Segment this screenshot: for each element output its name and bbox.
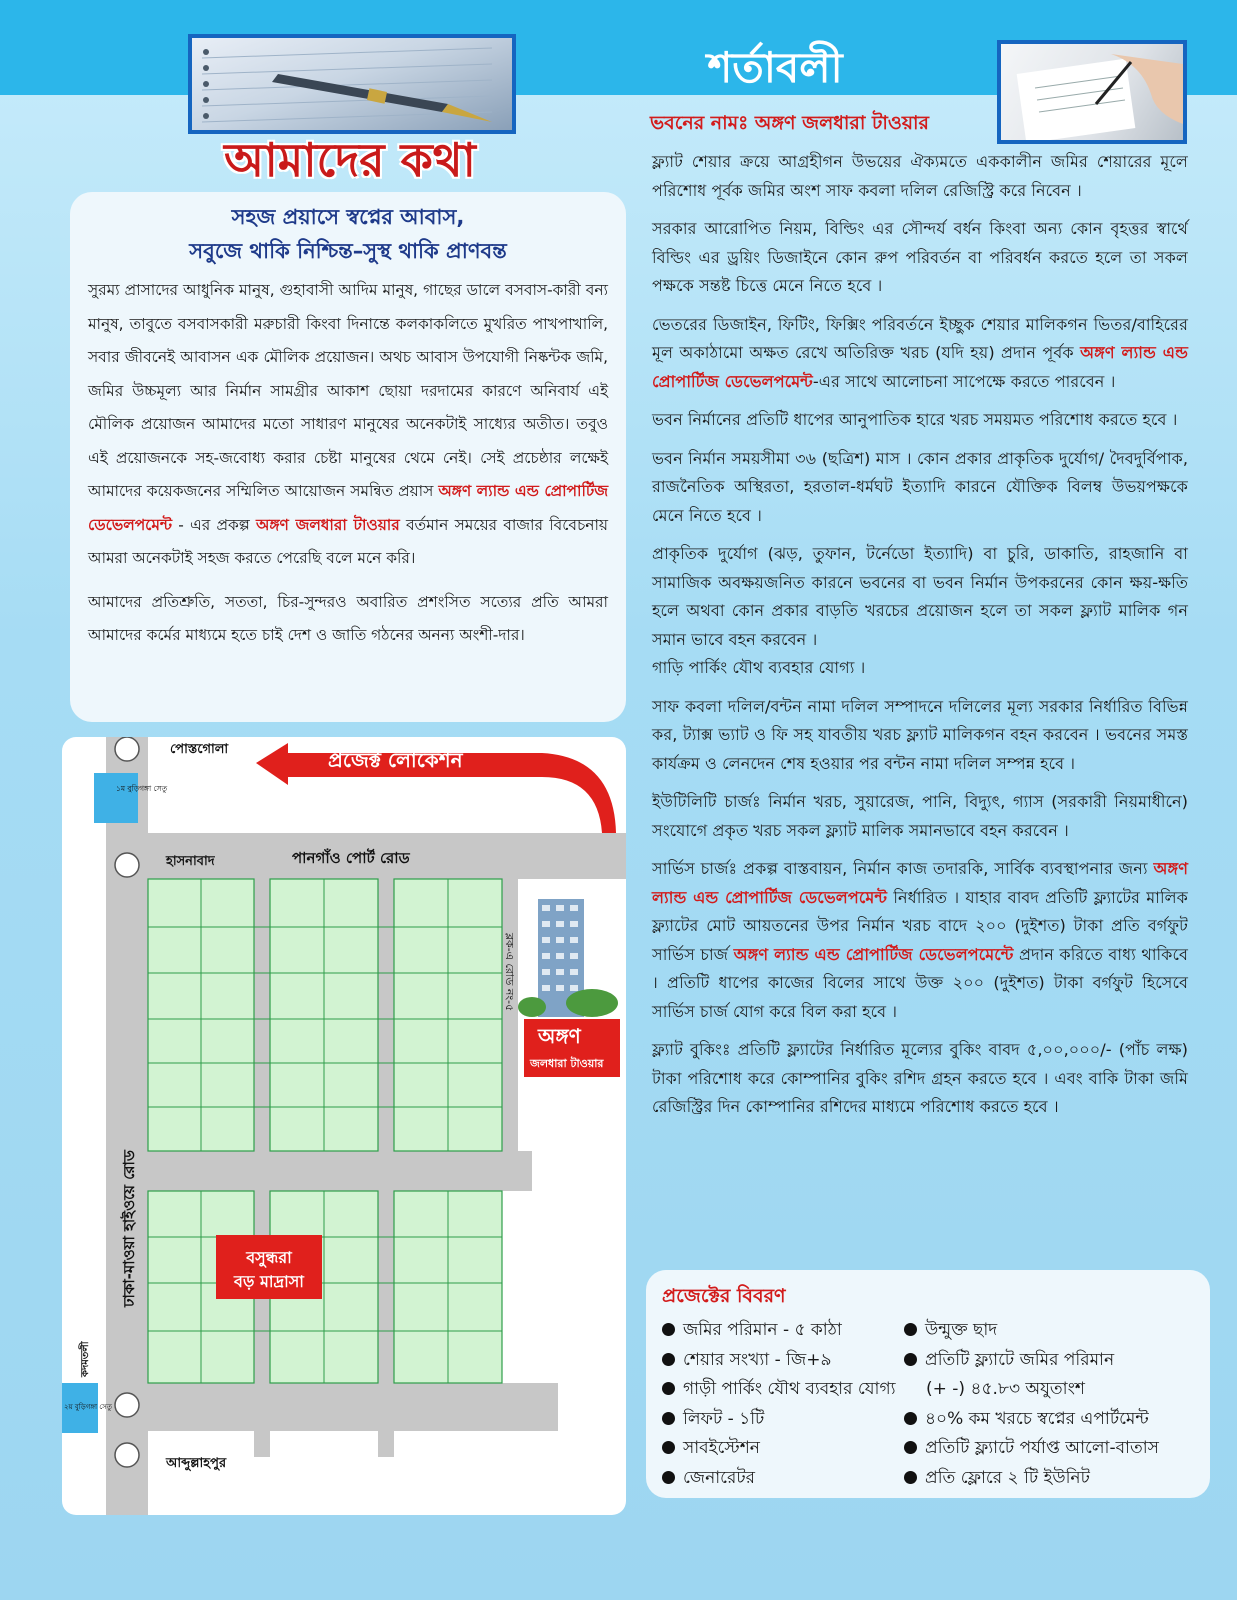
about-text-part: বর্তমান সময়ের বাজার বিবেচনায় আমরা অনেকটাই সহজ করতে পেরেছি বলে মনে করি। xyxy=(88,515,608,567)
list-item xyxy=(662,1346,896,1376)
term-6b: গাড়ি পার্কিং যৌথ ব্যবহার যোগ্য । xyxy=(652,658,866,677)
panggaon-road-label: পানগাঁও পোর্ট রোড xyxy=(292,849,410,867)
list-item xyxy=(904,1434,1159,1464)
bullet-icon xyxy=(662,1382,675,1395)
list-item-label: সাবইস্টেশন xyxy=(683,1438,760,1458)
slogan-line-2: সবুজে থাকি নিশ্চিন্ত–সুস্থ থাকি প্রাণবন্ত xyxy=(189,239,507,263)
list-item-label: প্রতিটি ফ্ল্যাটে জমির পরিমান xyxy=(925,1349,1115,1370)
amader-kotha-heading: আমাদের কথা xyxy=(224,133,476,187)
list-item-sub: (+ -) ৪৫.৮৩ অযুতাংশ xyxy=(926,1379,1085,1399)
term-6: প্রাকৃতিক দুর্যোগ (ঝড়, তুফান, টর্নেডো ইত্যাদি) বা চুরি, ডাকাতি, রাহজানি বা সামাজিক অবক্ষয়জনিত কারনে ভবনের বা ভবন নির্মান উপকরনের কোন ক্ষয়-ক্ষতি হলে অথবা কোন প্রকার বাড়তি খরচের প্রয়োজন হলে তা সকল ফ্ল্যাট মালিক গন সমান ভাবে বহন করবেন । xyxy=(652,544,1188,649)
highway-label: ঢাকা-মাওয়া হাইওয়ে রোড xyxy=(120,1150,138,1307)
company-name: অঙ্গণ ল্যান্ড এন্ড প্রোপার্টিজ ডেভেলপমেন্টে xyxy=(733,944,1014,964)
madrasa-label-2: বড় মাদ্রাসা xyxy=(234,1272,304,1291)
banner-label: প্রজেক্ট লোকেশন xyxy=(328,748,463,772)
list-item-label: প্রতি ফ্লোরে ২ টি ইউনিট xyxy=(925,1467,1090,1488)
project-details-title: প্রজেক্টের বিবরণ xyxy=(662,1285,786,1307)
terms-list xyxy=(652,148,1188,1132)
list-item xyxy=(904,1316,1159,1346)
shortaboli-heading: শর্তাবলী xyxy=(707,43,843,92)
list-item xyxy=(904,1346,1159,1376)
term-text-part: নির্ধারিত । যাহার বাবদ প্রতিটি ফ্ল্যাটের মালিক ফ্ল্যাটের মোট আয়তনের উপর নির্মান খরচ বাদে ২০০ (দুইশত) টাকা প্রতি বর্গফুট সার্ভিস চার্জ xyxy=(652,887,1188,964)
about-box xyxy=(70,192,626,722)
vertical-road-2 xyxy=(378,879,394,1457)
term-1: ফ্ল্যাট শেয়ার ক্রয়ে আগ্রহীগন উভয়ের ঐক্যমতে এককালীন জমির শেয়ারের মূলে পরিশোধ পূর্বক জমির অংশ সাফ কবলা দলিল রেজিস্ট্রি করে নিবেন । xyxy=(652,152,1188,200)
hand-writing-photo xyxy=(997,40,1187,144)
building-name: ভবনের নামঃ অঙ্গণ জলধারা টাওয়ার xyxy=(650,112,929,134)
pen-notebook-photo xyxy=(188,34,516,134)
vertical-road-3 xyxy=(502,879,518,1151)
middle-road xyxy=(148,1151,532,1191)
about-paragraph-2: আমাদের প্রতিশ্রুতি, সততা, চির-সুন্দরও অবারিত প্রশংসিত সত্যের প্রতি আমরা আমাদের কর্মের মাধ্যমে হতে চাই দেশ ও জাতি গঠনের অনন্য অংশী-দার। xyxy=(88,592,608,644)
list-item xyxy=(662,1316,896,1346)
about-text-part: সুরম্য প্রাসাদের আধুনিক মানুষ, গুহাবাসী আদিম মানুষ, গাছের ডালে বসবাস-কারী বন্য মানুষ, তাবুতে বসবাসকারী মরুচারী কিংবা দিনান্তে কলকাকলিতে মুখরিত পাখপাখালি, সবার জীবনেই আবাসন এক মৌলিক প্রয়োজন। অথচ আবাস উপযোগী নিষ্কন্টক জমি, জমির উচ্চমূল্য আর নির্মান সামগ্রীর আকাশ ছোয়া দরদামের কারণে অনিবার্য এই মৌলিক প্রয়োজন আমাদের মতো সাধারণ মানুষের অনেকটাই সাধ্যের অতীত। তবুও এই প্রয়োজনকে সহ-জবোধ্য করার চেষ্টা মানুষের থেমে নেই। সেই প্রচেষ্ঠার লক্ষেই আমাদের কয়েকজনের সম্মিলিত আয়োজন সমন্বিত প্রয়াস xyxy=(88,281,608,500)
term-4: ভবন নির্মানের প্রতিটি ধাপের আনুপাতিক হারে খরচ সময়মত পরিশোধ করতে হবে । xyxy=(652,410,1178,429)
term-2: সরকার আরোপিত নিয়ম, বিল্ডিং এর সৌন্দর্য বর্ধন কিংবা অন্য কোন বৃহত্তর স্বার্থে বিল্ডিং এর ড্রয়িং ডিজাইনে কোন রুপ পরিবর্তন বা পরিবর্ধন করতে হলে তা সকল পক্ষকে সন্তষ্ট চিত্তে মেনে নিতে হবে । xyxy=(652,219,1188,295)
block-road-label: ব্লক-এ রোড নং-৫ xyxy=(503,933,516,1012)
list-item xyxy=(662,1464,896,1494)
brand-sub-label: জলধারা টাওয়ার xyxy=(530,1057,604,1070)
about-text-part: - এর প্রকল্প xyxy=(171,515,256,534)
term-9 xyxy=(652,855,1188,1026)
bridge-2-label: ২য় বুড়িগঙ্গা সেতু xyxy=(64,1403,112,1411)
term-text-part: প্রদান করিতে বাধ্য থাকিবে । প্রতিটি ধাপের কাজের বিলের সাথে উক্ত ২০০ (দুইশত) টাকা বর্গফুট হিসেবে সার্ভিস চার্জ যোগ করে বিল করা হবে । xyxy=(652,944,1188,1021)
bridge-1-label: ১ম বুড়িগঙ্গা সেতু xyxy=(116,784,168,793)
term-text-part: সার্ভিস চার্জঃ প্রকল্প বাস্তবায়ন, নির্মান কাজ তদারকি, সার্বিক ব্যবস্থাপনার জন্য xyxy=(652,859,1154,878)
bullet-icon xyxy=(904,1323,917,1336)
list-item xyxy=(662,1405,896,1435)
list-item-label: প্রতিটি ফ্ল্যাটে পর্যাপ্ত আলো-বাতাস xyxy=(925,1438,1159,1458)
list-item xyxy=(904,1405,1159,1435)
bullet-icon xyxy=(662,1441,675,1454)
list-item-label: ৪০% কম খরচে স্বপ্নের এপার্টমেন্ট xyxy=(925,1408,1149,1429)
list-item-label: জেনারেটর xyxy=(683,1467,755,1488)
slogan xyxy=(70,192,626,268)
about-paragraph-1 xyxy=(88,274,608,576)
hand-signing-icon xyxy=(1001,44,1183,140)
list-item xyxy=(662,1434,896,1464)
term-10: ফ্ল্যাট বুকিংঃ প্রতিটি ফ্ল্যাটের নির্ধারিত মূল্যের বুকিং বাবদ ৫,০০,০০০/- (পাঁচ লক্ষ) টাকা পরিশোধ করে কোম্পানির বুকিং রশিদ গ্রহন করতে হবে । এবং বাকি টাকা জমি রেজিস্ট্রির দিন কোম্পানির রশিদের মাধ্যমে পরিশোধ করতে হবে । xyxy=(652,1040,1188,1116)
project-details-box xyxy=(646,1270,1210,1498)
bullet-icon xyxy=(904,1441,917,1454)
project-details-right-list xyxy=(904,1316,1159,1493)
bottom-road xyxy=(148,1383,558,1431)
slogan-line-1: সহজ প্রয়াসে স্বপ্নের আবাস, xyxy=(231,205,465,229)
term-8: ইউটিলিটি চার্জঃ নির্মান খরচ, সুয়ারেজ, পানি, বিদ্যুৎ, গ্যাস (সরকারী নিয়মাধীনে) সংযোগে প্রকৃত খরচ সকল ফ্ল্যাট মালিক সমানভাবে বহন করবেন । xyxy=(652,792,1188,840)
madrasa-label-1: বসুন্ধরা xyxy=(246,1248,292,1267)
list-item xyxy=(904,1464,1159,1494)
list-item-label: জমির পরিমান - ৫ কাঠা xyxy=(683,1320,842,1340)
company-name: অঙ্গণ ল্যান্ড এন্ড প্রোপার্টিজ ডেভেলপমেন্ট xyxy=(652,859,1188,907)
term-5: ভবন নির্মান সময়সীমা ৩৬ (ছত্রিশ) মাস । কোন প্রকার প্রাকৃতিক দুর্যোগ/ দৈবদুর্বিপাক, রাজনৈতিক অস্থিরতা, হরতাল-ধর্মঘট ইত্যাদি কারনে যৌক্তিক বিলম্ব উভয়পক্ষকে মেনে নিতে হবে । xyxy=(652,448,1188,525)
list-item-label: উন্মুক্ত ছাদ xyxy=(925,1320,998,1340)
term-text-part: ভেতরের ডিজাইন, ফিটিং, ফিক্সিং পরিবর্তনে ইচ্ছুক শেয়ার মালিকগন ভিতর/বাহিরের মূল অকাঠামো অক্ষত রেখে অতিরিক্ত খরচ (যদি হয়) প্রদান পূর্বক xyxy=(652,314,1188,362)
vertical-road-1 xyxy=(254,879,270,1457)
list-item-label: শেয়ার সংখ্যা - জি+৯ xyxy=(683,1349,832,1370)
pontogola-label: পোস্তগোলা xyxy=(170,742,229,757)
company-name: অঙ্গণ ল্যান্ড এন্ড প্রোপার্টিজ ডেভেলপমেন্ট xyxy=(652,343,1189,391)
list-item xyxy=(662,1375,896,1405)
bullet-icon xyxy=(662,1471,675,1484)
bullet-icon xyxy=(904,1353,917,1366)
bridge-1-box xyxy=(94,773,138,823)
project-name: অঙ্গণ জলধারা টাওয়ার xyxy=(256,515,400,534)
map-drawing xyxy=(62,737,626,1515)
project-details-left-list xyxy=(662,1316,896,1493)
abdullahpur-label: আব্দুল্লাহপুর xyxy=(166,1456,227,1471)
company-name: অঙ্গণ ল্যান্ড এন্ড প্রোপার্টিজ ডেভেলপমেন্ট xyxy=(88,482,608,534)
kadamtali-label: কদমতলী xyxy=(80,1341,91,1377)
term-7: সাফ কবলা দলিল/বন্টন নামা দলিল সম্পাদনে দলিলের মূল্য সরকার নির্ধারিত বিভিন্ন কর, ট্যাক্স ভ্যাট ও ফি সহ যাবতীয় খরচ ফ্ল্যাট মালিকগন বহন করবেন । ভবনের সমস্ত কার্যক্রম ও লেনদেন শেষ হওয়ার পর বন্টন নামা দলিল সম্পন্ন হবে । xyxy=(652,696,1188,773)
term-text-part: -এর সাথে আলোচনা সাপেক্ষে করতে পারবেন । xyxy=(812,371,1116,391)
bullet-icon xyxy=(904,1471,917,1484)
list-item-label: লিফট - ১টি xyxy=(683,1408,765,1429)
term-3 xyxy=(652,311,1188,397)
pen-illustration-icon xyxy=(192,38,512,130)
about-text xyxy=(70,268,626,653)
bullet-icon xyxy=(662,1353,675,1366)
brand-label: অঙ্গণ xyxy=(538,1024,581,1048)
bullet-icon xyxy=(662,1412,675,1425)
tower-building-icon xyxy=(518,899,618,1017)
location-map xyxy=(62,737,626,1515)
bullet-icon xyxy=(904,1412,917,1425)
list-item-label: গাড়ী পার্কিং যৌথ ব্যবহার যোগ্য xyxy=(683,1379,896,1399)
bullet-icon xyxy=(662,1323,675,1336)
hasnabad-label: হাসনাবাদ xyxy=(166,854,215,869)
